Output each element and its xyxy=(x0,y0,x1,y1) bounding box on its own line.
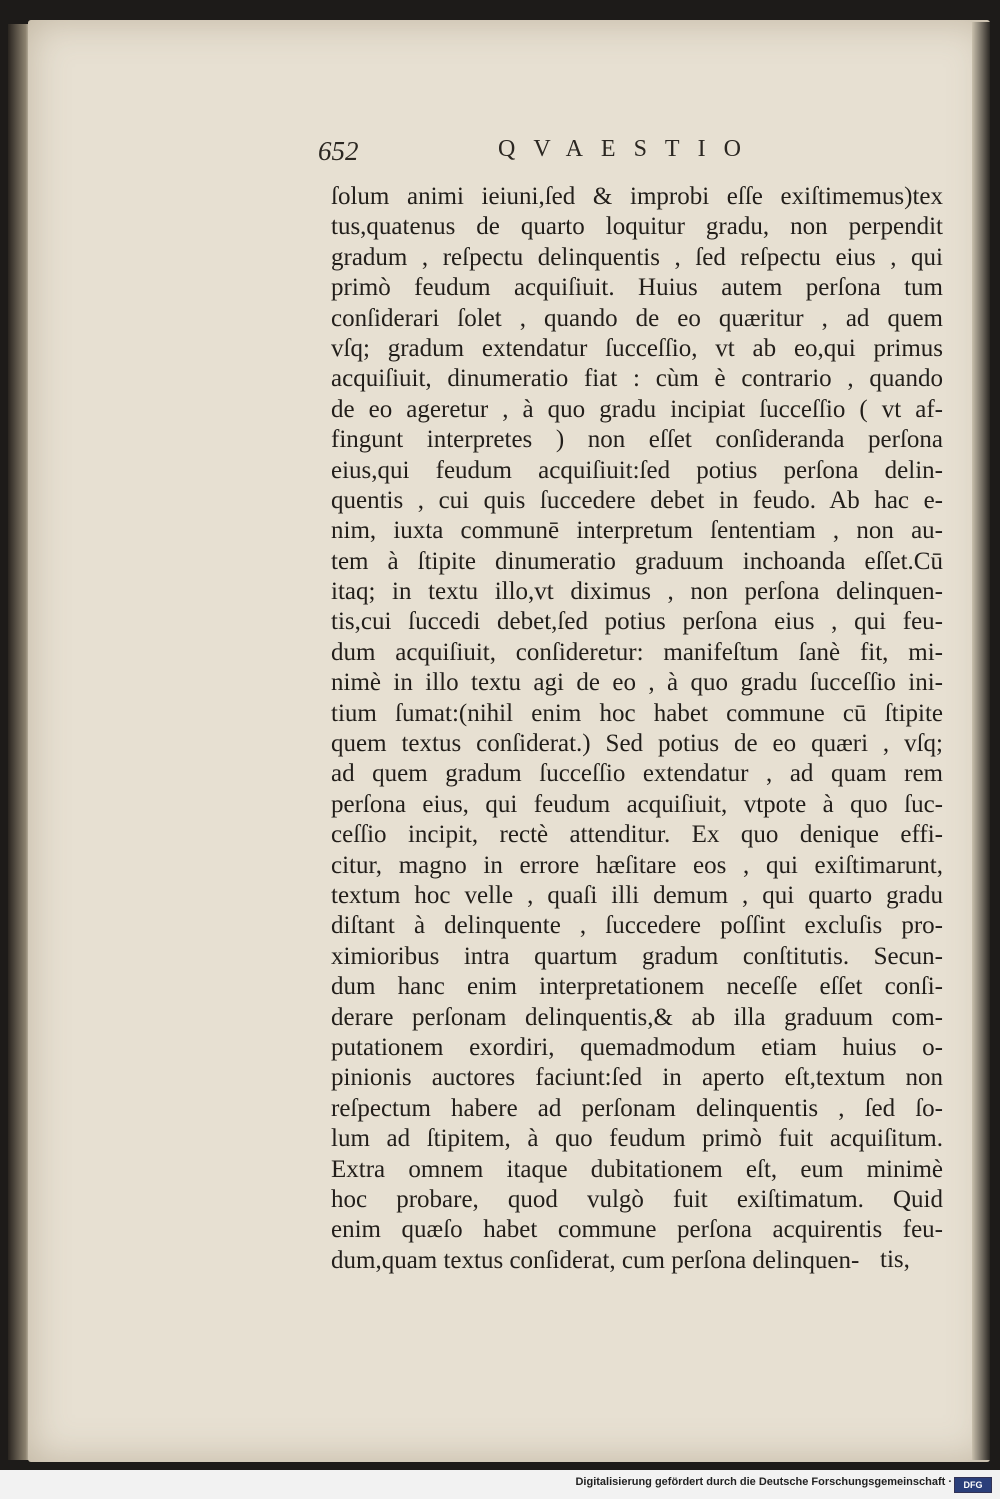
text-line: tem à ſtipite dinumeratio graduum inchoanda eſſet.Cū xyxy=(331,547,943,575)
catchword: tis, xyxy=(880,1246,910,1273)
text-line: lum ad ſtipitem, à quo feudum primò fuit acquiſitum. xyxy=(331,1125,943,1153)
page-edge-left xyxy=(8,24,30,1460)
text-line: vſq; gradum extendatur ſucceſſio, vt ab eo,qui primus xyxy=(331,334,943,362)
text-line: tis,cui ſuccedi debet,ſed potius perſona eius , qui feu- xyxy=(331,608,943,636)
text-line: itaq; in textu illo,vt diximus , non perſona delinquen- xyxy=(331,578,943,606)
text-line: ceſſio incipit, rectè attenditur. Ex quo denique effi- xyxy=(331,821,943,849)
dfg-logo: DFG xyxy=(954,1477,992,1493)
page-number: 652 xyxy=(318,136,359,166)
text-line: tium ſumat:(nihil enim hoc habet commune cū ſtipite xyxy=(331,699,943,727)
text-line: primò feudum acquiſiuit. Huius autem perſona tum xyxy=(331,274,943,302)
text-line: gradum , reſpectu delinquentis , ſed reſpectu eius , qui xyxy=(331,243,943,271)
funding-credit: Digitalisierung gefördert durch die Deutsche Forschungsgemeinschaft · xyxy=(575,1476,952,1488)
running-head xyxy=(318,136,958,180)
text-line: ximioribus intra quartum gradum conſtitutis. Secun- xyxy=(331,942,943,970)
running-title: QVAESTIO xyxy=(498,136,759,162)
book-gutter xyxy=(972,22,990,1460)
text-line: tus,quatenus de quarto loquitur gradu, non perpendit xyxy=(331,213,943,241)
text-line: de eo ageretur , à quo gradu incipiat ſucceſſio ( vt af- xyxy=(331,395,943,423)
text-line: enim quæſo habet commune perſona acquirentis feu- xyxy=(331,1216,943,1244)
text-line: eius,qui feudum acquiſiuit:ſed potius perſona delin- xyxy=(331,456,943,484)
text-line: citur, magno in errore hæſitare eos , qui exiſtimarunt, xyxy=(331,851,943,879)
text-line: pinionis auctores faciunt:ſed in aperto eſt,textum non xyxy=(331,1064,943,1092)
text-line: diſtant à delinquente , ſuccedere poſſint excluſis pro- xyxy=(331,912,943,940)
digitization-footer xyxy=(0,1476,1000,1496)
text-line: nim, iuxta communē interpretum ſententiam , non au- xyxy=(331,517,943,545)
text-line: nimè in illo textu agi de eo , à quo gradu ſucceſſio ini- xyxy=(331,669,943,697)
text-line: acquiſiuit, dinumeratio fiat : cùm è contrario , quando xyxy=(331,365,943,393)
text-line: hoc probare, quod vulgò fuit exiſtimatum. Quid xyxy=(331,1185,943,1213)
text-line: dum hanc enim interpretationem neceſſe eſſet conſi- xyxy=(331,973,943,1001)
text-line: ad quem gradum ſucceſſio extendatur , ad quam rem xyxy=(331,760,943,788)
text-line: fingunt interpretes ) non eſſet conſideranda perſona xyxy=(331,426,943,454)
text-line: putationem exordiri, quemadmodum etiam huius o- xyxy=(331,1033,943,1061)
text-line: dum,quam textus conſiderat, cum perſona delinquen- xyxy=(331,1246,860,1274)
text-line: perſona eius, qui feudum acquiſiuit, vtpote à quo ſuc- xyxy=(331,790,943,818)
text-line: derare perſonam delinquentis,& ab illa graduum com- xyxy=(331,1003,943,1031)
text-line: conſiderari ſolet , quando de eo quæritur , ad quem xyxy=(331,304,943,332)
text-line: dum acquiſiuit, conſideretur: manifeſtum ſanè fit, mi- xyxy=(331,638,943,666)
text-line: quem textus conſiderat.) Sed potius de eo quæri , vſq; xyxy=(331,730,943,758)
text-line: quentis , cui quis ſuccedere debet in feudo. Ab hac e- xyxy=(331,486,943,514)
text-line: ſolum animi ieiuni,ſed & improbi eſſe exiſtimemus)tex xyxy=(331,183,943,210)
text-line: reſpectum habere ad perſonam delinquentis , ſed ſo- xyxy=(331,1094,943,1122)
body-text xyxy=(331,182,943,1276)
text-line: textum hoc velle , quaſi illi demum , qui quarto gradu xyxy=(331,881,943,909)
text-line: Extra omnem itaque dubitationem eſt, eum minimè xyxy=(331,1155,943,1183)
